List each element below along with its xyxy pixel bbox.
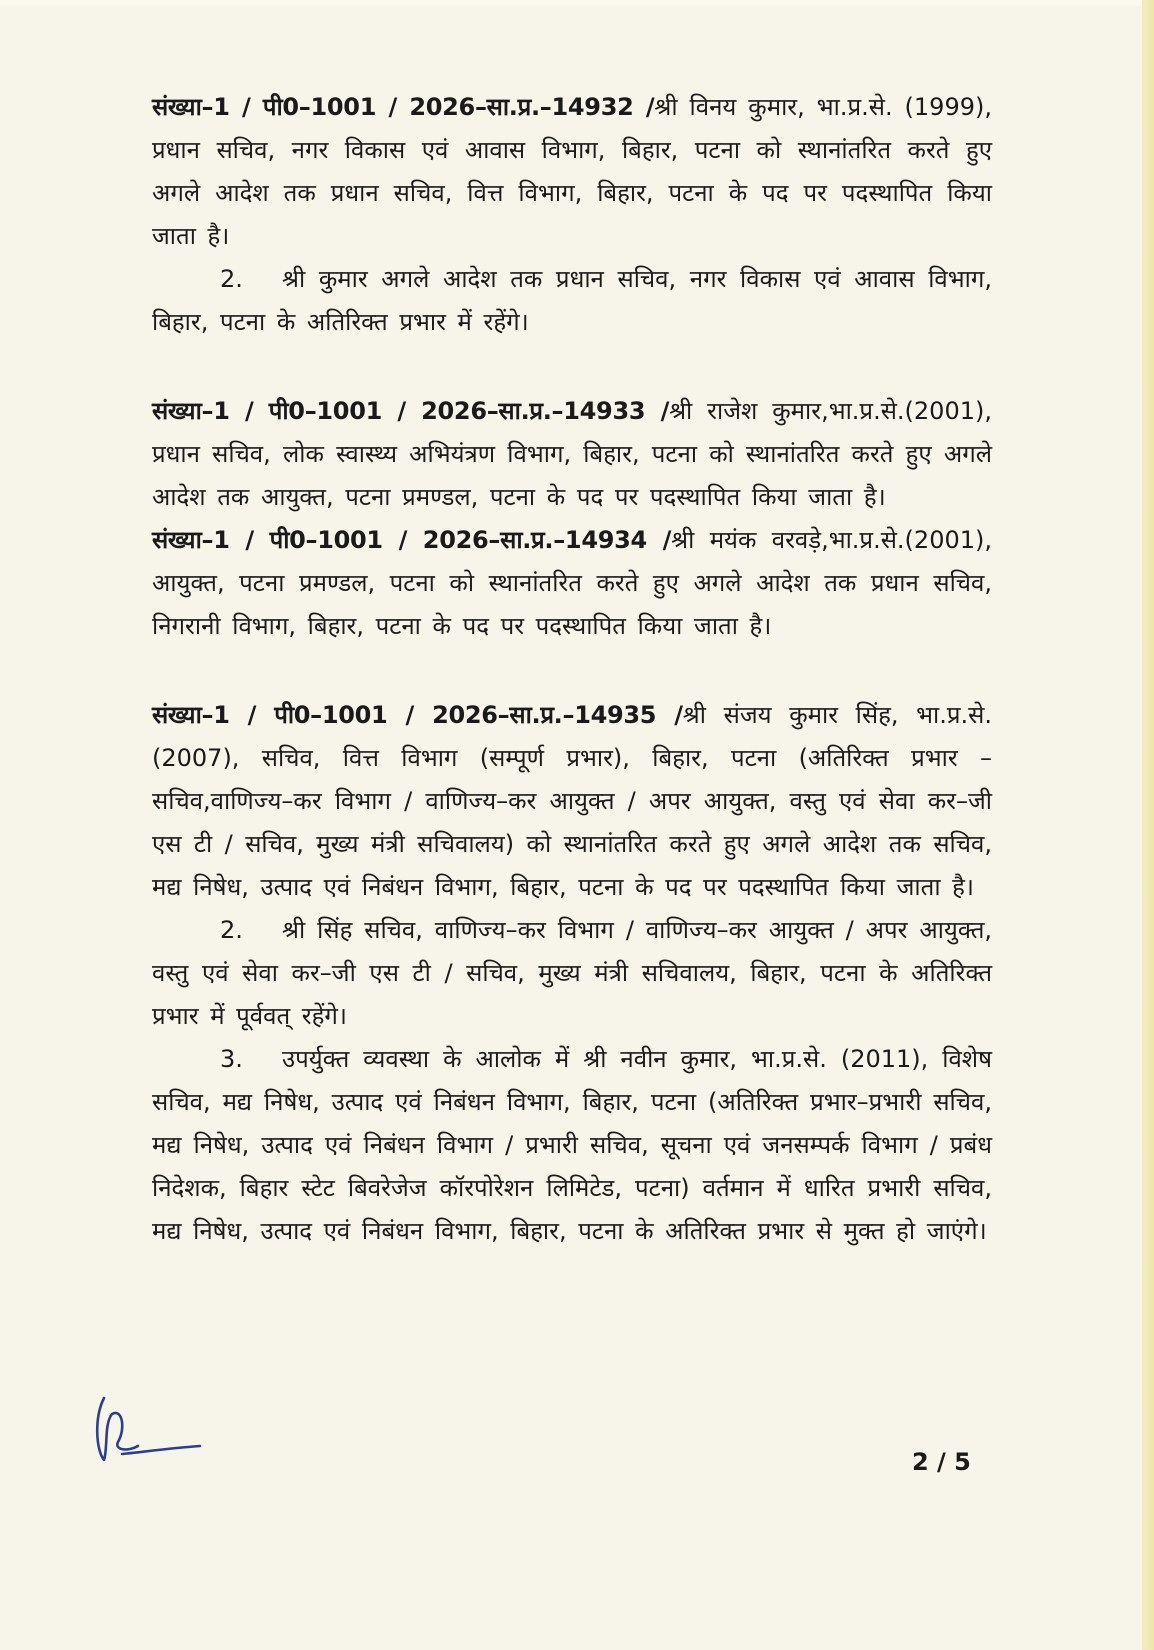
page-edge-right: [1142, 0, 1154, 1650]
point-text: श्री कुमार अगले आदेश तक प्रधान सचिव, नगर विकास एवं आवास विभाग, बिहार, पटना के अतिरिक्त प्रभार में रहेंगे।: [152, 265, 992, 336]
order-14935-point-3: [152, 1038, 992, 1253]
point-number: 2.: [220, 916, 243, 944]
signature-mark: [82, 1378, 202, 1468]
order-14935-point-2: [152, 909, 992, 1038]
order-14932: [152, 86, 992, 258]
page-edge-top: [0, 0, 1154, 6]
order-reference: संख्या–1 / पी0–1001 / 2026–सा.प्र.–14933 /: [152, 397, 670, 425]
order-14934: [152, 519, 992, 648]
point-number: 3.: [220, 1045, 243, 1073]
order-14935: [152, 694, 992, 909]
order-text: श्री विनय कुमार, भा.प्र.से. (1999), प्रधान सचिव, नगर विकास एवं आवास विभाग, बिहार, पटना को स्थानांतरित करते हुए अगले आदेश तक प्रधान सचिव, वित्त विभाग, बिहार, पटना के पद पर पदस्थापित किया जाता है।: [152, 93, 992, 250]
point-text: उपर्युक्त व्यवस्था के आलोक में श्री नवीन कुमार, भा.प्र.से. (2011), विशेष सचिव, मद्य निषेध, उत्पाद एवं निबंधन विभाग, बिहार, पटना (अतिरिक्त प्रभार–प्रभारी सचिव, मद्य निषेध, उत्पाद एवं निबंधन विभाग / प्रभारी सचिव, सूचना एवं जनसम्पर्क विभाग / प्रबंध निदेशक, बिहार स्टेट बिवरेजेज कॉरपोरेशन लिमिटेड, पटना) वर्तमान में धारित प्रभारी सचिव, मद्य निषेध, उत्पाद एवं निबंधन विभाग, बिहार, पटना के अतिरिक्त प्रभार से मुक्त हो जाएंगे।: [152, 1045, 992, 1245]
order-reference: संख्या–1 / पी0–1001 / 2026–सा.प्र.–14934 /: [152, 526, 672, 554]
order-text: श्री राजेश कुमार,भा.प्र.से.(2001), प्रधान सचिव, लोक स्वास्थ्य अभियंत्रण विभाग, बिहार, पटना को स्थानांतरित करते हुए अगले आदेश तक आयुक्त, पटना प्रमण्डल, पटना के पद पर पदस्थापित किया जाता है।: [152, 397, 992, 511]
order-reference: संख्या–1 / पी0–1001 / 2026–सा.प्र.–14935 /: [152, 701, 683, 729]
document-body: [152, 86, 992, 1253]
order-text: श्री संजय कुमार सिंह, भा.प्र.से. (2007), सचिव, वित्त विभाग (सम्पूर्ण प्रभार), बिहार, पटना (अतिरिक्त प्रभार –सचिव,वाणिज्य–कर विभाग / वाणिज्य–कर आयुक्त / अपर आयुक्त, वस्तु एवं सेवा कर–जी एस टी / सचिव, मुख्य मंत्री सचिवालय) को स्थानांतरित करते हुए अगले आदेश तक सचिव, मद्य निषेध, उत्पाद एवं निबंधन विभाग, बिहार, पटना के पद पर पदस्थापित किया जाता है।: [152, 701, 992, 901]
order-14933: [152, 390, 992, 519]
order-text: श्री मयंक वरवड़े,भा.प्र.से.(2001), आयुक्त, पटना प्रमण्डल, पटना को स्थानांतरित करते हुए अगले आदेश तक प्रधान सचिव, निगरानी विभाग, बिहार, पटना के पद पर पदस्थापित किया जाता है।: [152, 526, 992, 640]
point-number: 2.: [220, 265, 243, 293]
page-number: 2 / 5: [912, 1448, 971, 1476]
order-reference: संख्या–1 / पी0–1001 / 2026–सा.प्र.–14932 /: [152, 93, 655, 121]
order-14932-point-2: [152, 258, 992, 344]
point-text: श्री सिंह सचिव, वाणिज्य–कर विभाग / वाणिज्य–कर आयुक्त / अपर आयुक्त, वस्तु एवं सेवा कर–जी एस टी / सचिव, मुख्य मंत्री सचिवालय, बिहार, पटना के अतिरिक्त प्रभार में पूर्ववत् रहेंगे।: [152, 916, 992, 1030]
